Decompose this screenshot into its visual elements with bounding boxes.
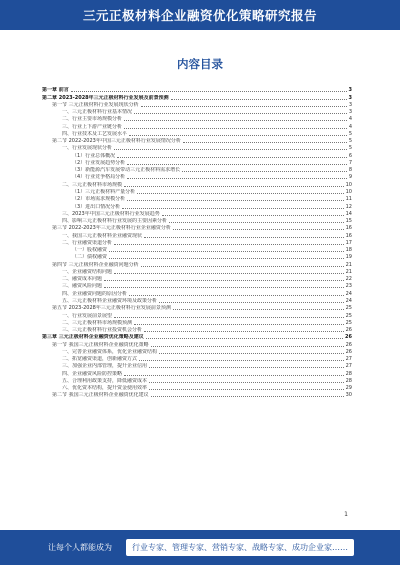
toc-entry[interactable] bbox=[42, 166, 352, 173]
toc-leader-dots bbox=[134, 113, 347, 114]
toc-entry[interactable] bbox=[42, 202, 352, 209]
toc-leader-dots bbox=[159, 302, 344, 303]
toc-entry-page: 14 bbox=[345, 210, 352, 217]
toc-entry[interactable] bbox=[42, 188, 352, 195]
toc-entry-page: 4 bbox=[348, 116, 352, 123]
toc-entry[interactable] bbox=[42, 268, 352, 275]
toc-leader-dots bbox=[124, 375, 344, 376]
toc-entry-title: 六、优化资本结构，提升资金使用效率 bbox=[62, 385, 148, 392]
toc-leader-dots bbox=[127, 164, 347, 165]
toc-entry-page: 17 bbox=[345, 239, 352, 246]
toc-entry[interactable] bbox=[42, 108, 352, 115]
toc-entry-title: （3）新能源汽车发展带动三元正极材料需求增长 bbox=[72, 167, 181, 174]
toc-entry[interactable] bbox=[42, 355, 352, 362]
toc-entry-title: （1）三元正极材料产量分析 bbox=[72, 188, 136, 195]
toc-leader-dots bbox=[182, 171, 347, 172]
toc-entry-title: 二、三元正极材料市场规模预测 bbox=[62, 319, 133, 326]
toc-leader-dots bbox=[124, 186, 344, 187]
toc-entry[interactable] bbox=[42, 333, 352, 340]
toc-entry-title: 一、我国三元正极材料企业融资现状 bbox=[62, 232, 143, 239]
toc-entry[interactable] bbox=[42, 144, 352, 151]
report-title: 三元正极材料企业融资优化策略研究报告 bbox=[82, 8, 317, 23]
toc-entry-title: 第三节 2022-2023年三元正极材料行业企业融资分析 bbox=[52, 225, 171, 232]
toc-entry-title: 二、行业融资渠道分析 bbox=[62, 239, 113, 246]
toc-entry-title: 第二节 2022-2023年中国三元正极材料行业发展情况分析 bbox=[52, 138, 181, 145]
toc-leader-dots bbox=[129, 135, 347, 136]
toc-entry[interactable] bbox=[42, 173, 352, 180]
toc-entry[interactable] bbox=[42, 348, 352, 355]
toc-entry[interactable] bbox=[42, 86, 352, 93]
toc-entry-title: 第五节 2023-2028年三元正极材料行业发展前景预测 bbox=[52, 305, 171, 312]
toc-entry[interactable] bbox=[42, 231, 352, 238]
toc-entry-page: 5 bbox=[348, 130, 352, 137]
toc-entry[interactable] bbox=[42, 282, 352, 289]
toc-entry-page: 19 bbox=[345, 254, 352, 261]
toc-entry-title: 第一节 三元正极材料行业发展现状分析 bbox=[52, 101, 139, 108]
toc-entry-title: 第二节 我国三元正极材料企业融资优化建议 bbox=[52, 392, 149, 399]
toc-entry-page: 18 bbox=[345, 247, 352, 254]
toc-entry-title: 一、完善企业融资体系，优化企业融资结构 bbox=[62, 348, 158, 355]
toc-leader-dots bbox=[137, 193, 343, 194]
toc-leader-dots bbox=[117, 157, 347, 158]
toc-entry-page: 26 bbox=[345, 348, 352, 355]
toc-entry-title: 三、融资风险问题 bbox=[62, 283, 103, 290]
toc-entry-page: 29 bbox=[345, 385, 352, 392]
toc-entry-page: 25 bbox=[345, 319, 352, 326]
toc-entry-page: 21 bbox=[345, 268, 352, 275]
footer-slogan: 让每个人都能成为 bbox=[48, 543, 112, 552]
header-banner bbox=[0, 0, 400, 30]
toc-entry-page: 24 bbox=[345, 297, 352, 304]
toc-entry-page: 5 bbox=[348, 145, 352, 152]
toc-entry-page: 21 bbox=[345, 261, 352, 268]
toc-entry-title: （一）股权融资 bbox=[72, 247, 108, 254]
toc-leader-dots bbox=[109, 251, 344, 252]
toc-leader-dots bbox=[171, 99, 347, 100]
toc-entry-title: 四、行业技术及工艺发展水平 bbox=[62, 130, 128, 137]
table-of-contents bbox=[42, 86, 352, 398]
toc-entry-page: 23 bbox=[345, 283, 352, 290]
toc-entry[interactable] bbox=[42, 289, 352, 296]
toc-leader-dots bbox=[114, 149, 347, 150]
toc-entry[interactable] bbox=[42, 246, 352, 253]
toc-entry[interactable] bbox=[42, 384, 352, 391]
toc-leader-dots bbox=[129, 295, 344, 296]
toc-entry[interactable] bbox=[42, 115, 352, 122]
toc-entry-page: 28 bbox=[345, 370, 352, 377]
toc-entry[interactable] bbox=[42, 369, 352, 376]
toc-entry-title: （2）市场需求规模分析 bbox=[72, 196, 126, 203]
toc-entry-title: （3）进出口情况分析 bbox=[72, 203, 121, 210]
toc-entry-title: 第三章 三元正极材料企业融资优化策略及建议 bbox=[42, 334, 144, 341]
toc-leader-dots bbox=[71, 91, 347, 92]
toc-entry-title: 三、行业上下游产业链分析 bbox=[62, 123, 123, 130]
toc-entry[interactable] bbox=[42, 137, 352, 144]
toc-entry-page: 25 bbox=[345, 305, 352, 312]
toc-leader-dots bbox=[114, 244, 344, 245]
toc-entry-title: 四、企业融资风险防控策略 bbox=[62, 370, 123, 377]
toc-entry-title: 二、融资成本问题 bbox=[62, 276, 103, 283]
toc-entry-page: 7 bbox=[348, 159, 352, 166]
toc-entry[interactable] bbox=[42, 180, 352, 187]
toc-entry-page: 22 bbox=[345, 276, 352, 283]
toc-entry[interactable] bbox=[42, 159, 352, 166]
toc-entry-page: 15 bbox=[345, 218, 352, 225]
toc-entry-page: 27 bbox=[345, 356, 352, 363]
toc-entry[interactable] bbox=[42, 319, 352, 326]
toc-entry-page: 6 bbox=[348, 152, 352, 159]
toc-leader-dots bbox=[134, 324, 344, 325]
toc-entry-page: 4 bbox=[348, 123, 352, 130]
toc-entry-title: 三、三元正极材料行业投资机会分析 bbox=[62, 327, 143, 334]
toc-entry-title: 一、行业发展前景展望 bbox=[62, 312, 113, 319]
toc-entry[interactable] bbox=[42, 260, 352, 267]
toc-entry[interactable] bbox=[42, 224, 352, 231]
toc-entry[interactable] bbox=[42, 253, 352, 260]
toc-entry-title: 三、2023年中国三元正极材料行业发展趋势 bbox=[62, 210, 160, 217]
toc-entry-title: 五、三元正极材料企业融资环境及政策分析 bbox=[62, 297, 158, 304]
toc-leader-dots bbox=[183, 142, 347, 143]
toc-leader-dots bbox=[151, 346, 344, 347]
toc-entry-title: 四、影响三元正极材料行业发展的主要因素分析 bbox=[62, 218, 168, 225]
toc-entry-page: 25 bbox=[345, 312, 352, 319]
toc-leader-dots bbox=[127, 200, 343, 201]
toc-entry-title: 二、拓宽融资渠道，创新融资方式 bbox=[62, 356, 138, 363]
toc-entry-page: 28 bbox=[345, 377, 352, 384]
toc-leader-dots bbox=[151, 396, 344, 397]
toc-entry-page: 24 bbox=[345, 290, 352, 297]
toc-entry-title: 一、企业融资结构问题 bbox=[62, 268, 113, 275]
toc-entry-title: （1）行业总体概况 bbox=[72, 152, 116, 159]
toc-leader-dots bbox=[114, 317, 344, 318]
toc-leader-dots bbox=[146, 338, 343, 339]
toc-leader-dots bbox=[149, 389, 344, 390]
toc-entry[interactable] bbox=[42, 210, 352, 217]
toc-entry-page: 10 bbox=[345, 181, 352, 188]
toc-entry[interactable] bbox=[42, 326, 352, 333]
toc-entry[interactable] bbox=[42, 275, 352, 282]
toc-entry-title: 二、行业主要市场规模分析 bbox=[62, 116, 123, 123]
toc-entry-title: 第四节 三元正极材料企业融资问题分析 bbox=[52, 261, 139, 268]
toc-entry-title: （4）行业竞争格局分析 bbox=[72, 174, 126, 181]
toc-leader-dots bbox=[141, 106, 347, 107]
toc-leader-dots bbox=[144, 331, 344, 332]
toc-entry-page: 10 bbox=[345, 188, 352, 195]
toc-leader-dots bbox=[159, 353, 344, 354]
toc-entry-page: 9 bbox=[348, 174, 352, 181]
toc-entry[interactable] bbox=[42, 239, 352, 246]
toc-entry-page: 5 bbox=[348, 138, 352, 145]
toc-entry-page: 3 bbox=[348, 109, 352, 116]
toc-heading: 内容目录 bbox=[177, 57, 223, 71]
toc-leader-dots bbox=[104, 280, 344, 281]
toc-entry-title: （2）行业发展趋势分析 bbox=[72, 159, 126, 166]
toc-entry-page: 16 bbox=[345, 225, 352, 232]
toc-entry-page: 16 bbox=[345, 232, 352, 239]
toc-entry[interactable] bbox=[42, 377, 352, 384]
toc-entry[interactable] bbox=[42, 101, 352, 108]
toc-entry-page: 12 bbox=[345, 203, 352, 210]
toc-entry[interactable] bbox=[42, 304, 352, 311]
toc-entry-page: 26 bbox=[345, 334, 352, 341]
toc-entry-page: 3 bbox=[348, 101, 352, 108]
toc-leader-dots bbox=[114, 273, 344, 274]
toc-entry-title: 一、行业发展现状分析 bbox=[62, 145, 113, 152]
toc-entry-title: 第一章 前言 bbox=[42, 87, 69, 94]
toc-entry-page: 27 bbox=[345, 363, 352, 370]
toc-entry[interactable] bbox=[42, 151, 352, 158]
toc-entry[interactable] bbox=[42, 340, 352, 347]
toc-leader-dots bbox=[139, 360, 344, 361]
toc-leader-dots bbox=[149, 382, 344, 383]
toc-leader-dots bbox=[173, 309, 344, 310]
footer-banner bbox=[0, 530, 400, 565]
toc-entry-page: 26 bbox=[345, 341, 352, 348]
toc-entry-title: 第二章 2023-2028年三元正极材料行业发展及前景预测 bbox=[42, 94, 169, 101]
toc-leader-dots bbox=[149, 367, 344, 368]
toc-entry-title: 三、加强企业内部管理，提升企业信用 bbox=[62, 363, 148, 370]
toc-entry[interactable] bbox=[42, 217, 352, 224]
toc-entry-title: 二、三元正极材料市场规模 bbox=[62, 181, 123, 188]
toc-leader-dots bbox=[141, 266, 344, 267]
toc-entry-page: 26 bbox=[345, 327, 352, 334]
toc-leader-dots bbox=[144, 237, 344, 238]
toc-leader-dots bbox=[127, 178, 347, 179]
toc-entry-page: 30 bbox=[345, 392, 352, 399]
toc-entry[interactable] bbox=[42, 311, 352, 318]
toc-entry[interactable] bbox=[42, 122, 352, 129]
toc-entry[interactable] bbox=[42, 297, 352, 304]
toc-leader-dots bbox=[124, 120, 347, 121]
toc-entry-title: 五、合理利用政策支持，降低融资成本 bbox=[62, 377, 148, 384]
toc-entry-title: 第一节 我国三元正极材料企业融资优化策略 bbox=[52, 341, 149, 348]
toc-leader-dots bbox=[162, 215, 344, 216]
toc-entry-page: 11 bbox=[345, 196, 352, 203]
toc-leader-dots bbox=[124, 128, 347, 129]
toc-leader-dots bbox=[173, 229, 344, 230]
toc-entry[interactable] bbox=[42, 93, 352, 100]
toc-leader-dots bbox=[109, 258, 344, 259]
toc-entry-page: 3 bbox=[348, 94, 352, 101]
toc-entry[interactable] bbox=[42, 130, 352, 137]
toc-entry-title: 一、三元正极材料行业基本情况 bbox=[62, 109, 133, 116]
toc-entry[interactable] bbox=[42, 195, 352, 202]
toc-leader-dots bbox=[122, 208, 343, 209]
footer-tags: 行业专家、管理专家、营销专家、战略专家、成功企业家…… bbox=[126, 539, 354, 556]
toc-entry[interactable] bbox=[42, 391, 352, 398]
toc-entry[interactable] bbox=[42, 362, 352, 369]
toc-entry-page: 8 bbox=[348, 167, 352, 174]
toc-entry-page: 3 bbox=[348, 87, 352, 94]
toc-entry-title: （二）债权融资 bbox=[72, 254, 108, 261]
page-number: 1 bbox=[344, 511, 348, 518]
toc-leader-dots bbox=[104, 287, 344, 288]
toc-entry-title: 四、企业融资问题的原因分析 bbox=[62, 290, 128, 297]
toc-leader-dots bbox=[169, 222, 344, 223]
